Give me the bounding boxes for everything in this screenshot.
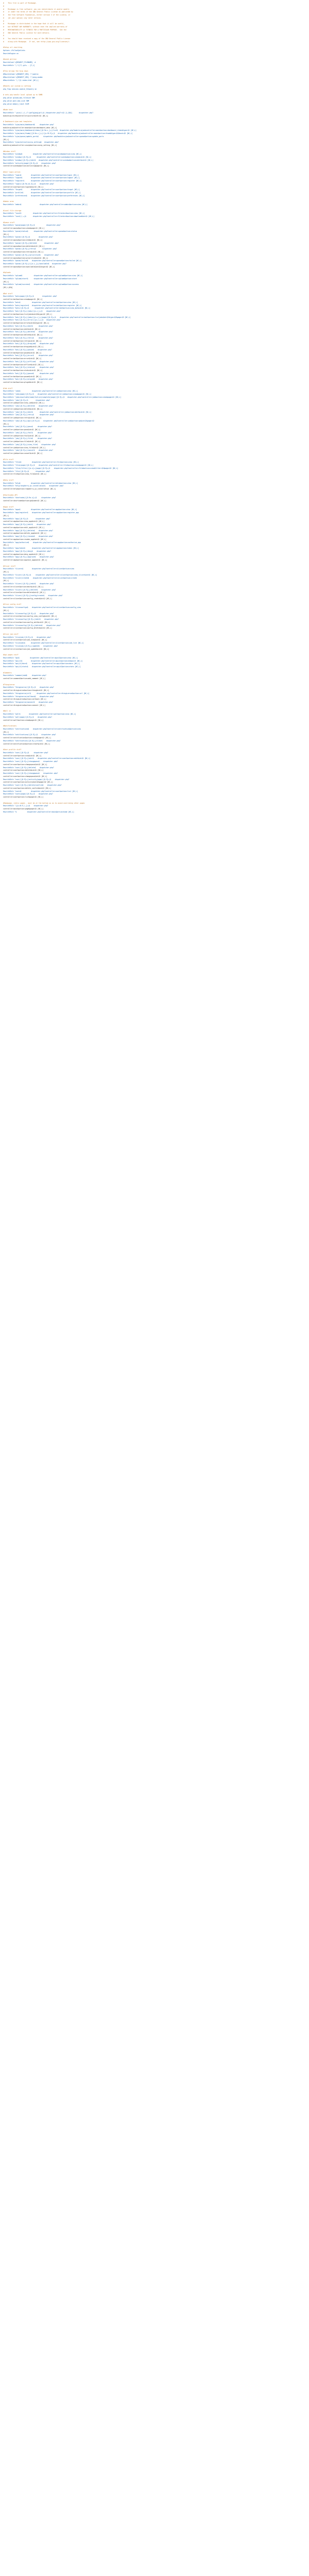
code-line: #User profile stuff (3, 749, 22, 751)
code-line: controller=slicer&action=config_edit&id=$1 [NC,L] (3, 621, 50, 623)
code-line: controller=job&action=file&id=$1 [NC,L] (3, 440, 41, 443)
code-line: RewriteRule ^slicer/([0-9]+)/config/create$ dispatcher.php? (3, 595, 63, 597)
code-line: RewriteRule ^thingiverse/callback$ dispatcher.php? (3, 695, 54, 698)
code-line: [NC,L] (3, 731, 9, 733)
code-line: RewriteRule ^wall/page/([0-9]+)$ dispatcher.php? (3, 716, 52, 718)
code-line: RewriteRule ^file/([0-9]+)$ dispatcher.php? (3, 470, 50, 472)
code-line: RewriteRule ^login/([0-9a-zA-Z]+)$ dispatcher.php? (3, 182, 54, 185)
code-line: controller=slicer&action=config_create&id=$1 [NC,L] (3, 597, 52, 600)
code-line: RewriteRule ^slicer/([0-9]+)$ dispatcher.php?controller=slicer&action=view_slicer&id=$1 [NC,L] (3, 573, 97, 576)
code-line: RewriteRule ^register$ dispatcher.php?controller=user&action=register [NC,L] (3, 180, 82, 182)
code-line: RewriteRule ^job/([0-9]+)/edit$ dispatcher.php?controller=job&action=edit&id=$1 [NC,L] (3, 411, 92, 413)
code-line: RewriteRule ^window$ dispatcher.php?controller=window&action=view [NC,L] (3, 153, 82, 156)
code-line: controller=app&action=revoke_app&id=$1 [NC,L] (3, 538, 46, 540)
code-line: controller=slicer&action=config_view_config&id=$1 [NC,L] (3, 615, 57, 618)
code-line: #Job stuff (3, 387, 13, 389)
code-line: RewriteRule ^bot/([0-9]+)/jobs/([a-z_]+)/page/([0-9]+)$ dispatcher.php?controller=bot&action=listjobs&id=$1&type=$2&page=$3 [NC,L] (3, 316, 131, 318)
code-line: Options +FollowSymlinks (3, 49, 25, 52)
code-line: #User login action (3, 171, 21, 173)
code-line: RewriteRule ^slicers$ dispatcher.php?controller=slicer&action=view (3, 568, 74, 570)
code-line: #Thingiverse (3, 683, 15, 686)
code-line: RewriteRule ^login$ dispatcher.php?controller=user&action=login [NC,L] (3, 174, 79, 176)
code-line: RewriteRule ^user/([0-9]+)/edit$ dispatcher.php?controller=user&action=edit&id=$1 [NC,L] (3, 757, 91, 760)
code-line: RewriteRule ^files/filter/([a-z]+)/page/([0-9]+)$ dispatcher.php?controller=file&action=view&filter=$1&page=$2 [NC,L] (3, 467, 118, 469)
code-line: RewriteRule ^sliceconfig/([0-9]+)$ dispatcher.php? (3, 612, 54, 615)
code-line: RewriteRule ^job/([0-9]+)/cancel$ dispatcher.php? (3, 449, 53, 452)
code-line: controller=bot&action=status&id=$1 [NC,L] (3, 369, 43, 371)
code-line: RewriteRule ^files$ dispatcher.php?controller=file&action=view [NC,L] (3, 461, 79, 464)
code-line: # Mindpage is free software: you can redistribute it and/or modify (3, 8, 70, 10)
code-line: RewriteRule ^jobs/page/([0-9]+)$ dispatcher.php?controller=job&action=view&page=$1 [NC,L] (3, 393, 92, 395)
code-line: RewriteRule ^sliceconfig/([0-9]+)/edit$ dispatcher.php? (3, 618, 59, 620)
code-line: RewriteRule ^bot/([0-9]+)/error/([a-z_]+)$ dispatcher.php? (3, 319, 61, 321)
code-line: controller=bot&action=delete&id=$1 [NC,L] (3, 334, 43, 336)
code-line: RewriteRule ^queue/failed$ dispatcher.php?controller=queue&action=failed [NC,L] (3, 260, 82, 262)
code-line: RewriteRule ^job/([0-9]+)/retry$ dispatcher.php? (3, 414, 54, 416)
code-line: controller=thingiverse&action=thing&id=$1 [NC,L] (3, 689, 49, 691)
code-line: RewriteRule ^job/([0-9]+)/file$ dispatcher.php? (3, 437, 52, 440)
code-line: controller=app&action=deny_app&id=$1 [NC,L] (3, 553, 45, 555)
code-line: RewriteRule ^upload/start$ dispatcher.php?controller=upload&action=start (3, 277, 77, 280)
code-line: [NC,L] (3, 280, 9, 283)
code-line: RewriteRule ^users$ dispatcher.php?controller=user&action=list [NC,L] (3, 790, 78, 792)
code-line: #Local file storage (3, 209, 22, 212)
code-line: controller=slicer&action=edit&id=$1 [NC,L] (3, 585, 44, 588)
code-line: RewriteRule ^comment/add$ dispatcher.php? (3, 674, 46, 677)
code-line: RewriteRule ^.pics/(.+\.(?:jpe?g|png|gif))$ /dispatcher.php?r=$1 [L,QSA] dispatcher.php? (3, 111, 94, 114)
code-line: controller=job&action=view_file&id=$1 [NC,L] (3, 446, 45, 449)
code-line: RewriteRule ^ajax/main/thumb/([0-9a-z_]+)/([a-f0-9]+)$ dispatcher.php?module=ajax&controller=main&action=thumb&type=$1&hash=$2 [NC,L] (3, 132, 133, 134)
code-line: RewriteRule ^job/([0-9]+)$ dispatcher.php? (3, 399, 50, 401)
code-line: controller=job&action=cancel&id=$1 [NC,L] (3, 452, 43, 454)
code-line: controller=user&action=changepass&id=$1 [NC,L] (3, 763, 47, 766)
code-line: RewriteRule ^queue/([0-9]+)/prioritize$ dispatcher.php? (3, 253, 59, 256)
code-line: #Resets our custom ui setting (3, 85, 31, 87)
code-line: php_value post_max_size 50M (3, 99, 29, 102)
code-line: RewriteRule ^job/([0-9]+)/view_file$ dispatcher.php? (3, 443, 56, 446)
code-line: RewriteRule ^bot/([0-9]+)/pause$ dispatcher.php? (3, 372, 54, 375)
code-line: module=picture&controller=picture&ret=$1 [NC,L] (3, 114, 48, 117)
code-line: RewriteRule ^app/authorize$ dispatcher.php?controller=app&action=authorize_app (3, 541, 81, 544)
code-line: controller=queue&action=delete&id=$1 [NC,L] (3, 245, 45, 247)
code-line: RewriteRule ^bot/([0-9]+)/offline$ dispatcher.php? (3, 360, 54, 363)
code-line: #Avoid git/svn (3, 58, 17, 61)
code-line: # GNU General Public License for more details. (3, 31, 50, 34)
code-line: php_value memory_limit 512M (3, 103, 29, 105)
code-line: RewriteRule ^job/([0-9]+)/delete$ dispatcher.php? (3, 405, 53, 407)
code-line: RewriteRule ^preferences$ dispatcher.php?controller=user&action=preferences [NC,L] (3, 194, 85, 197)
code-line: RewriteRule ^ajax/main/dashboard$ dispatcher.php? (3, 123, 54, 126)
code-line: controller=slicer&action=job_update&id=$1 [NC,L] (3, 648, 49, 650)
code-line: module=ajax&controller=unzip&action=unzip_setting [NC,L] (3, 144, 57, 146)
code-line: RewriteRule ^thingiverse/([0-9]+)$ dispatcher.php? (3, 686, 54, 689)
code-line: controller=bot&action=pause&id=$1 [NC,L] (3, 375, 42, 378)
code-line: # (at your option) any later version. (3, 16, 42, 19)
code-line: RewriteRule ^api/v1$ dispatcher.php?controller=apiv1&action=endpoint [NC,L] (3, 659, 83, 662)
code-line: # (3, 35, 4, 37)
code-line: RewriteRule ^help/raspberry-pi-installation$ dispatcher.php? (3, 485, 64, 487)
code-line: RewriteRule ^job/([0-9]+)/fail$ dispatcher.php? (3, 431, 52, 434)
code-line: RewriteRule ^user/([0-9]+)/delete$ dispatcher.php? (3, 766, 54, 769)
code-line: # This file is part of Mindpage. (3, 2, 37, 4)
code-line: #Shortcodes API (3, 494, 18, 496)
code-line: RewriteRule ^(.*/)?\.git+ - [F,L] (3, 64, 35, 66)
code-line: RewriteRule ^user/([0-9]+)/delete/confirm$ dispatcher.php? (3, 784, 62, 786)
code-line: controller=bot&action=view&page=$1 [NC,L] (3, 298, 43, 300)
code-line: RewriteRule ^$ dispatcher.php?controller=main&action=home [NC,L] (3, 810, 74, 813)
code-line: controller=user&action=delete&id=$1 [NC,L] (3, 769, 44, 772)
code-line: controller=file&action=view_file&id=$1 [NC,L] (3, 473, 46, 476)
code-line: RewriteRule ^app/([0-9]+)$ dispatcher.php? (3, 517, 50, 520)
code-line: controller=user&action=changepass&id=$1 [NC,L] (3, 775, 47, 777)
code-line: #Setup url-rewriting (3, 46, 23, 49)
code-line: RewriteRule ^job/([0-9]+)/pass$ dispatcher.php? (3, 426, 52, 428)
code-line: controller=help&action=raspberry_pi_installation [NC,L] (3, 488, 56, 490)
code-line: # Dashboard ajax and templates (3, 121, 32, 123)
code-line: controller=thingiverse&action=callback [NC,L] (3, 698, 46, 701)
code-line: # but WITHOUT ANY WARRANTY; without even the implied warranty of (3, 26, 67, 28)
code-line: controller=shortcode&action=go&code=$1 [NC,L] (3, 500, 46, 502)
code-line: RewriteRule ^slicer/create$ dispatcher.php?controller=slicer&action=create (3, 577, 77, 579)
code-line: controller=main&action=page&page=$1 [NC,L] (3, 808, 44, 810)
code-line: #RewriteCond %{REQUEST_URI} !^/ping-modem (3, 76, 43, 78)
code-line: RewriteRule ^activity/page/([0-9]+)$ dispatcher.php? (3, 162, 56, 164)
code-line: controller=job&action=pass&id=$1 [NC,L] (3, 429, 41, 431)
code-line: # You should have received a copy of the GNU General Public License (3, 38, 71, 40)
code-line: RewriteRule ^wall$ dispatcher.php?controller=wall&action=view [NC,L] (3, 713, 76, 715)
code-line: controller=app&action=approve_app&id=$1 [NC,L] (3, 559, 47, 561)
code-line: RewriteRule ^api$ dispatcher.php?controller=apiv1&action=view [NC,L] (3, 656, 78, 659)
code-line: RewriteRule ^bot/([0-9]+)/jobs/([a-z_]+)$ dispatcher.php? (3, 310, 61, 312)
code-line: #RewriteRule ^(.*)$ index.html [NC,L] (3, 79, 39, 81)
code-line: controller=slicer&action=job_view&id=$1 [NC,L] (3, 639, 47, 641)
code-line: #Bot stuff (3, 292, 13, 295)
code-line: # sets php handle local upload up to 50MB (3, 94, 43, 96)
code-line: controller=wall&action=view&page=$1 [NC,L] (3, 719, 44, 721)
code-line: RewriteRule ^bot/([0-9]+)/delete$ dispatcher.php? (3, 331, 53, 333)
code-line: # (3, 5, 4, 7)
code-line: [NC,L] (3, 544, 9, 547)
code-line: controller=user&action=list&page=$1 [NC,L] (3, 796, 44, 798)
code-line: controller=bot&action=error&id=$1 [NC,L] (3, 358, 42, 360)
code-line: RewriteRule ^bot/([0-9]+)/edit$ dispatcher.php? (3, 325, 53, 327)
code-line: RewriteRule ^bot/([0-9]+)/retry$ dispatcher.php? (3, 336, 53, 339)
code-line: RewriteRule ^users/page/([0-9]+)$ dispatcher.php? (3, 793, 53, 795)
code-line: controller=queue&action=prioritize&id=$1 [NC,L] (3, 257, 48, 259)
code-line: php_flag session.cookie_httponly on (3, 88, 37, 90)
code-line: RewriteRule ^queue/([0-9]+)$ dispatcher.php? (3, 236, 53, 239)
code-line: controller=queue&action=view&page=$1 [NC,L] (3, 227, 45, 229)
code-line: RewriteRule ^app/([0-9]+)/edit$ dispatcher.php? (3, 523, 52, 526)
code-line: RewriteRule ^bot/([0-9]+)/pause$ dispatcher.php? (3, 348, 52, 351)
code-line: controller=queue&action=available&id=$1&type=$2 [NC,L] (3, 265, 55, 268)
code-line: [NC,L] (3, 571, 9, 573)
code-line: #Slice job stuff (3, 633, 19, 635)
code-line: php_value upload_max_filesize 50M (3, 97, 35, 99)
code-line: RewriteRule ^job/([0-9]+)/qa/([0-9]+)$ dispatcher.php?controller=job&action=qa&id=$1&page=$2 (3, 419, 94, 422)
code-line: RewriteRule ^jobs$ dispatcher.php?controller=job&action=view [NC,L] (3, 390, 78, 393)
code-line: RewriteRule ^app/([0-9]+)/revoke$ dispatcher.php? (3, 535, 53, 537)
code-line: RewriteRule ^app/register$ dispatcher.php?controller=app&action=register_app (3, 512, 79, 514)
code-line: controller=notification&action=clear&id=$1 [NC,L] (3, 742, 50, 745)
code-line: RewriteRule ^files/page/([0-9]+)$ dispatcher.php?controller=file&action=view&page=$1 [NC,L] (3, 464, 94, 466)
code-line: RewriteRule ^window/([0-9]+)/edit$ dispatcher.php?controller=window&action=edit&id=$1 [NC,L] (3, 159, 94, 161)
code-line: controller=user&action=login&key=$1 [NC,L] (3, 185, 44, 188)
code-line: #Slice config stuff (3, 603, 22, 606)
code-line: #Admin area (3, 200, 14, 203)
code-line: controller=bot&action=error&id=$1&type=$2 [NC,L] (3, 322, 49, 324)
code-line: RewriteRule ^local/(.+)$ dispatcher.php?controller=filestore&action=download&id=$1 [NC,L] (3, 215, 94, 217)
code-line: RewriteRule ^logout$ dispatcher.php?controller=user&action=logout [NC,L] (3, 177, 80, 179)
code-line: controller=bot&action=played&id=$1 [NC,L] (3, 381, 43, 383)
code-line: RewriteRule ^help$ dispatcher.php?controller=help&action=view [NC,L] (3, 482, 78, 484)
code-line: controller=job&action=view_job&id=$1 [NC,L] (3, 402, 45, 404)
code-line: RewriteRule ^queue/([0-9]+)/([a-z_]+)/available$ dispatcher.php? (3, 263, 66, 265)
code-line: RewriteRule ^profile$ dispatcher.php?controller=user&action=profile [NC,L] (3, 192, 81, 194)
code-line: RewriteRule ^local$ dispatcher.php?controller=filestore&action=view [NC,L] (3, 212, 85, 215)
code-line: controller=window&action=activity&page=$1 [NC,L] (3, 165, 49, 167)
code-line: # it under the terms of the GNU General Public License as published by (3, 11, 73, 13)
code-line: RewriteRule ^user/([0-9]+)/changepass$ dispatcher.php? (3, 760, 58, 762)
code-line: RewriteRule ^ajax/extract/unzip_setting$ dispatcher.php? (3, 141, 59, 144)
code-line: RewriteRule ^ajax/queue/update_ports$ dispatcher.php?module=ajax&controller=queue&action=update_ports (3, 135, 104, 138)
code-line: #Help stuff (3, 479, 14, 481)
code-line: RewriteRule ^bots/register$ dispatcher.php?controller=bot&action=register [NC,L] (3, 304, 82, 307)
code-line: #Api pages stuff (3, 654, 19, 656)
code-line: controller=bot&action=listjobs&id=$1&type=$2 [NC,L] (3, 313, 52, 315)
code-line: RewriteRule ^upload/success$ dispatcher.php?controller=upload&action=success (3, 283, 79, 286)
code-line: controller=queue&action=item&id=$1 [NC,L] (3, 239, 43, 241)
code-line: RewriteRule ^sliceconfigs$ dispatcher.php?controller=slicer&action=config_view (3, 606, 81, 608)
code-line: RewriteRule ^thingiverse/connect$ dispatcher.php? (3, 701, 53, 703)
code-line: RewriteCond %{REQUEST_FILENAME} -d (3, 61, 36, 63)
code-line: RewriteRule ^thingiverse/url$ dispatcher.php?controller=thingiverse&action=url [NC,L] (3, 692, 90, 694)
code-line: controller=slicer&action=config_delete&id=$1 [NC,L] (3, 627, 52, 630)
code-line: RewriteRule ^app/([0-9]+)/approve$ dispatcher.php? (3, 556, 54, 558)
code-line: RewriteRule ^bots/page/([0-9]+)$ dispatcher.php? (3, 295, 57, 298)
code-line: controller=job&action=retry&id=$1 [NC,L] (3, 417, 42, 419)
code-line: RewriteRule ^bot/([0-9]+)/error$ dispatcher.php? (3, 354, 53, 357)
code-line: RewriteRule ^app/([0-9]+)/delete$ dispatcher.php? (3, 529, 53, 532)
code-line: RewriteRule ^bot/([0-9]+)/status$ dispatcher.php? (3, 366, 54, 369)
code-line: controller=app&action=view_app&id=$1 [NC,L] (3, 520, 45, 523)
code-line: RewriteRule ^app/([0-9]+)/deny$ dispatcher.php? (3, 550, 52, 552)
code-line: #File stuff (3, 458, 14, 461)
code-line: module=ajax&controller=main&action=dashboard_data [NC,L] (3, 126, 57, 129)
code-line: RewriteRule ^api/v1/stats$ dispatcher.php?controller=apiv1&action=stats [NC,L] (3, 666, 81, 668)
code-line: RewriteRule ^app/token$ dispatcher.php?controller=app&action=token [NC,L] (3, 547, 79, 549)
code-line: #Wall in (3, 710, 11, 713)
code-line: [NC,L] (3, 233, 9, 235)
code-line: #RewriteCond %{REQUEST_URI} !^/public (3, 73, 39, 75)
code-line: RewriteRule ^queue/status$ dispatcher.php?controller=queue&action=status (3, 230, 77, 232)
code-line: #This brings the Gzip down (3, 70, 28, 73)
code-line: #Homepage, static pages - must be at the bottom so as to avoid overriding other pages (3, 802, 85, 804)
code-line: RewriteRule ^bots$ dispatcher.php?controller=bot&action=view [NC,L] (3, 301, 78, 303)
code-line: #Slicer stuff (3, 565, 16, 567)
code-line: controller=slicer&action=delete&id=$1 [NC,L] (3, 591, 45, 594)
code-line: controller=bot&action=offline&id=$1 [NC,L] (3, 363, 44, 366)
code-line: controller=bot&action=retry&id=$1 [NC,L] (3, 340, 42, 342)
code-line: #Uploads (3, 272, 11, 274)
code-line: RewriteRule ^bot/([0-9]+)/dropjob$ dispatcher.php? (3, 343, 54, 345)
code-line: [NC,L] (3, 138, 9, 141)
code-line: RewriteRule ^apps$ dispatcher.php?controller=app&action=view [NC,L] (3, 509, 77, 511)
code-line: RewriteRule ^upload$ dispatcher.php?controller=upload&action=view [NC,L] (3, 275, 83, 277)
code-line: controller=app&action=edit_app&id=$1 [NC,L] (3, 526, 45, 529)
code-line: controller=queue&action=retry&id=$1 [NC,L] (3, 251, 44, 253)
code-line: #Apps stuff (3, 505, 14, 508)
code-line: RewriteRule ^shortcode/([0-9a-z]+)$ dispatcher.php? (3, 497, 56, 499)
code-line: RewriteRule ^admin$ dispatcher.php?controller=admin&action=view [NC,L] (3, 204, 88, 206)
code-line: RewriteRule ^([a-z0-9_\-]+)$ dispatcher.php? (3, 805, 48, 807)
code-line: RewriteRule ^api/v1/docs$ dispatcher.php?controller=apiv1&action=docs [NC,L] (3, 663, 80, 665)
code-line: RewriteRule ^bot/([0-9]+)/played$ dispatcher.php? (3, 378, 53, 381)
code-line: controller=bot&action=dropjob&id=$1 [NC,L] (3, 346, 44, 348)
code-line: controller=user&action=view&id=$1 [NC,L] (3, 754, 42, 757)
code-line: RewriteRule ^slicejob/([0-9]+)$ dispatcher.php? (3, 636, 52, 638)
code-line: #Notifications (3, 725, 17, 727)
code-line: RewriteRule ^slicejob/([0-9]+)/update$ dispatcher.php? (3, 645, 58, 647)
code-line: RewriteRule ^slicer/([0-9]+)/edit$ dispatcher.php? (3, 583, 54, 585)
code-line: RewriteRule ^notifications/([0-9]+)$ dispatcher.php? (3, 734, 56, 736)
code-line: RewriteRule ^queue/page/([0-9]+)$ dispatcher.php? (3, 224, 61, 227)
code-line: RewriteRule ^forgot$ dispatcher.php?controller=user&action=forgot [NC,L] (3, 189, 80, 191)
code-line: RewriteRule ^notifications$ dispatcher.php?controller=notification&action=view (3, 727, 81, 730)
code-line: RewriteRule ^user/([0-9]+)/changepass$ dispatcher.php? (3, 772, 58, 774)
code-line: RewriteRule ^window/([0-9]+)$ dispatcher.php?controller=window&action=view&id=$1 [NC,L] (3, 156, 92, 158)
code-line: RewriteRule ^slicer/([0-9]+)/delete$ dispatcher.php? (3, 588, 56, 591)
code-line: controller=comment&action=add_comment [NC,L] (3, 677, 45, 680)
code-line: [NC,L] (3, 580, 9, 582)
code-line: controller=bot&action=pause&id=$1 [NC,L] (3, 351, 42, 354)
code-line: [NC,L] (3, 609, 9, 612)
code-line: RewriteRule ^user/([0-9]+)/activity/page/([0-9]+)$ dispatcher.php? (3, 778, 70, 781)
code-line: [NC,L] (3, 422, 9, 425)
code-line: # (3, 20, 4, 22)
code-line: # MERCHANTABILITY or FITNESS FOR A PARTICULAR PURPOSE. See the (3, 28, 66, 31)
code-line: controller=user&action=activity&id=$1&page=$2 [NC,L] (3, 781, 53, 784)
code-line: # Mindpage is distributed in the hope that it will be useful, (3, 23, 65, 25)
code-line: RewriteRule ^queue/([0-9]+)/delete$ dispatcher.php? (3, 242, 59, 244)
code-line: #Queue stuff (3, 221, 15, 224)
code-line: controller=notification&action=view&page=$1 [NC,L] (3, 737, 52, 739)
code-line: RewriteRule ^notification/([0-9]+)/clear$ dispatcher.php? (3, 739, 61, 742)
code-line: [NC,L,QSA] (3, 286, 13, 289)
code-line: controller=job&action=fail&id=$1 [NC,L] (3, 434, 41, 437)
code-line: RewriteRule ^slicejobs$ dispatcher.php?controller=slicer&action=job_list [NC,L] (3, 642, 84, 644)
code-line: # along with Mindpage. If not, see <http://www.gnu.org/licenses/>. (3, 40, 71, 43)
code-line: controller=bot&action=edit&id=$1 [NC,L] (3, 328, 41, 330)
code-line: controller=user&action=delete_confirm&id=$1 [NC,L] (3, 787, 52, 789)
code-line: #Window stuff (3, 150, 16, 152)
code-line: RewriteRule ^jobs/available/name/failure/complete/page/([0-9]+)$ dispatcher.php?controller=job&action=view&page=$1 [NC,L] (3, 396, 122, 398)
code-line: RewriteRule ^ajax/main/dashboard/items/([0-9a-z_]+)/list$ dispatcher.php?module=ajax&controller=main&action=dashboard_items&type=$1 [NC,L] (3, 129, 136, 132)
code-line: RewriteEngine on (3, 52, 19, 55)
code-line: #Nuke host (3, 109, 13, 111)
code-line: RewriteRule ^queue/([0-9]+)/retry$ dispatcher.php? (3, 248, 57, 250)
code-line: RewriteRule ^user/([0-9]+)$ dispatcher.php? (3, 751, 48, 754)
code-line: #Comments (3, 671, 12, 674)
code-line: RewriteRule ^sliceconfig/([0-9]+)/delete$ dispatcher.php? (3, 624, 61, 626)
code-line: # the Free Software Foundation, either version 3 of the License, or (3, 14, 71, 16)
code-line: controller=app&action=delete_app&id=$1 [NC,L] (3, 532, 46, 535)
code-line: controller=thingiverse&action=connect [NC,L] (3, 704, 45, 706)
code-line: RewriteRule ^bots/([0-9]+)$ dispatcher.php?controller=bot&action=view_bot&id=$1 [NC,L] (3, 307, 91, 310)
code-line: [NC,L] (3, 514, 9, 517)
code-line: controller=job&action=delete&id=$1 [NC,L] (3, 408, 43, 410)
